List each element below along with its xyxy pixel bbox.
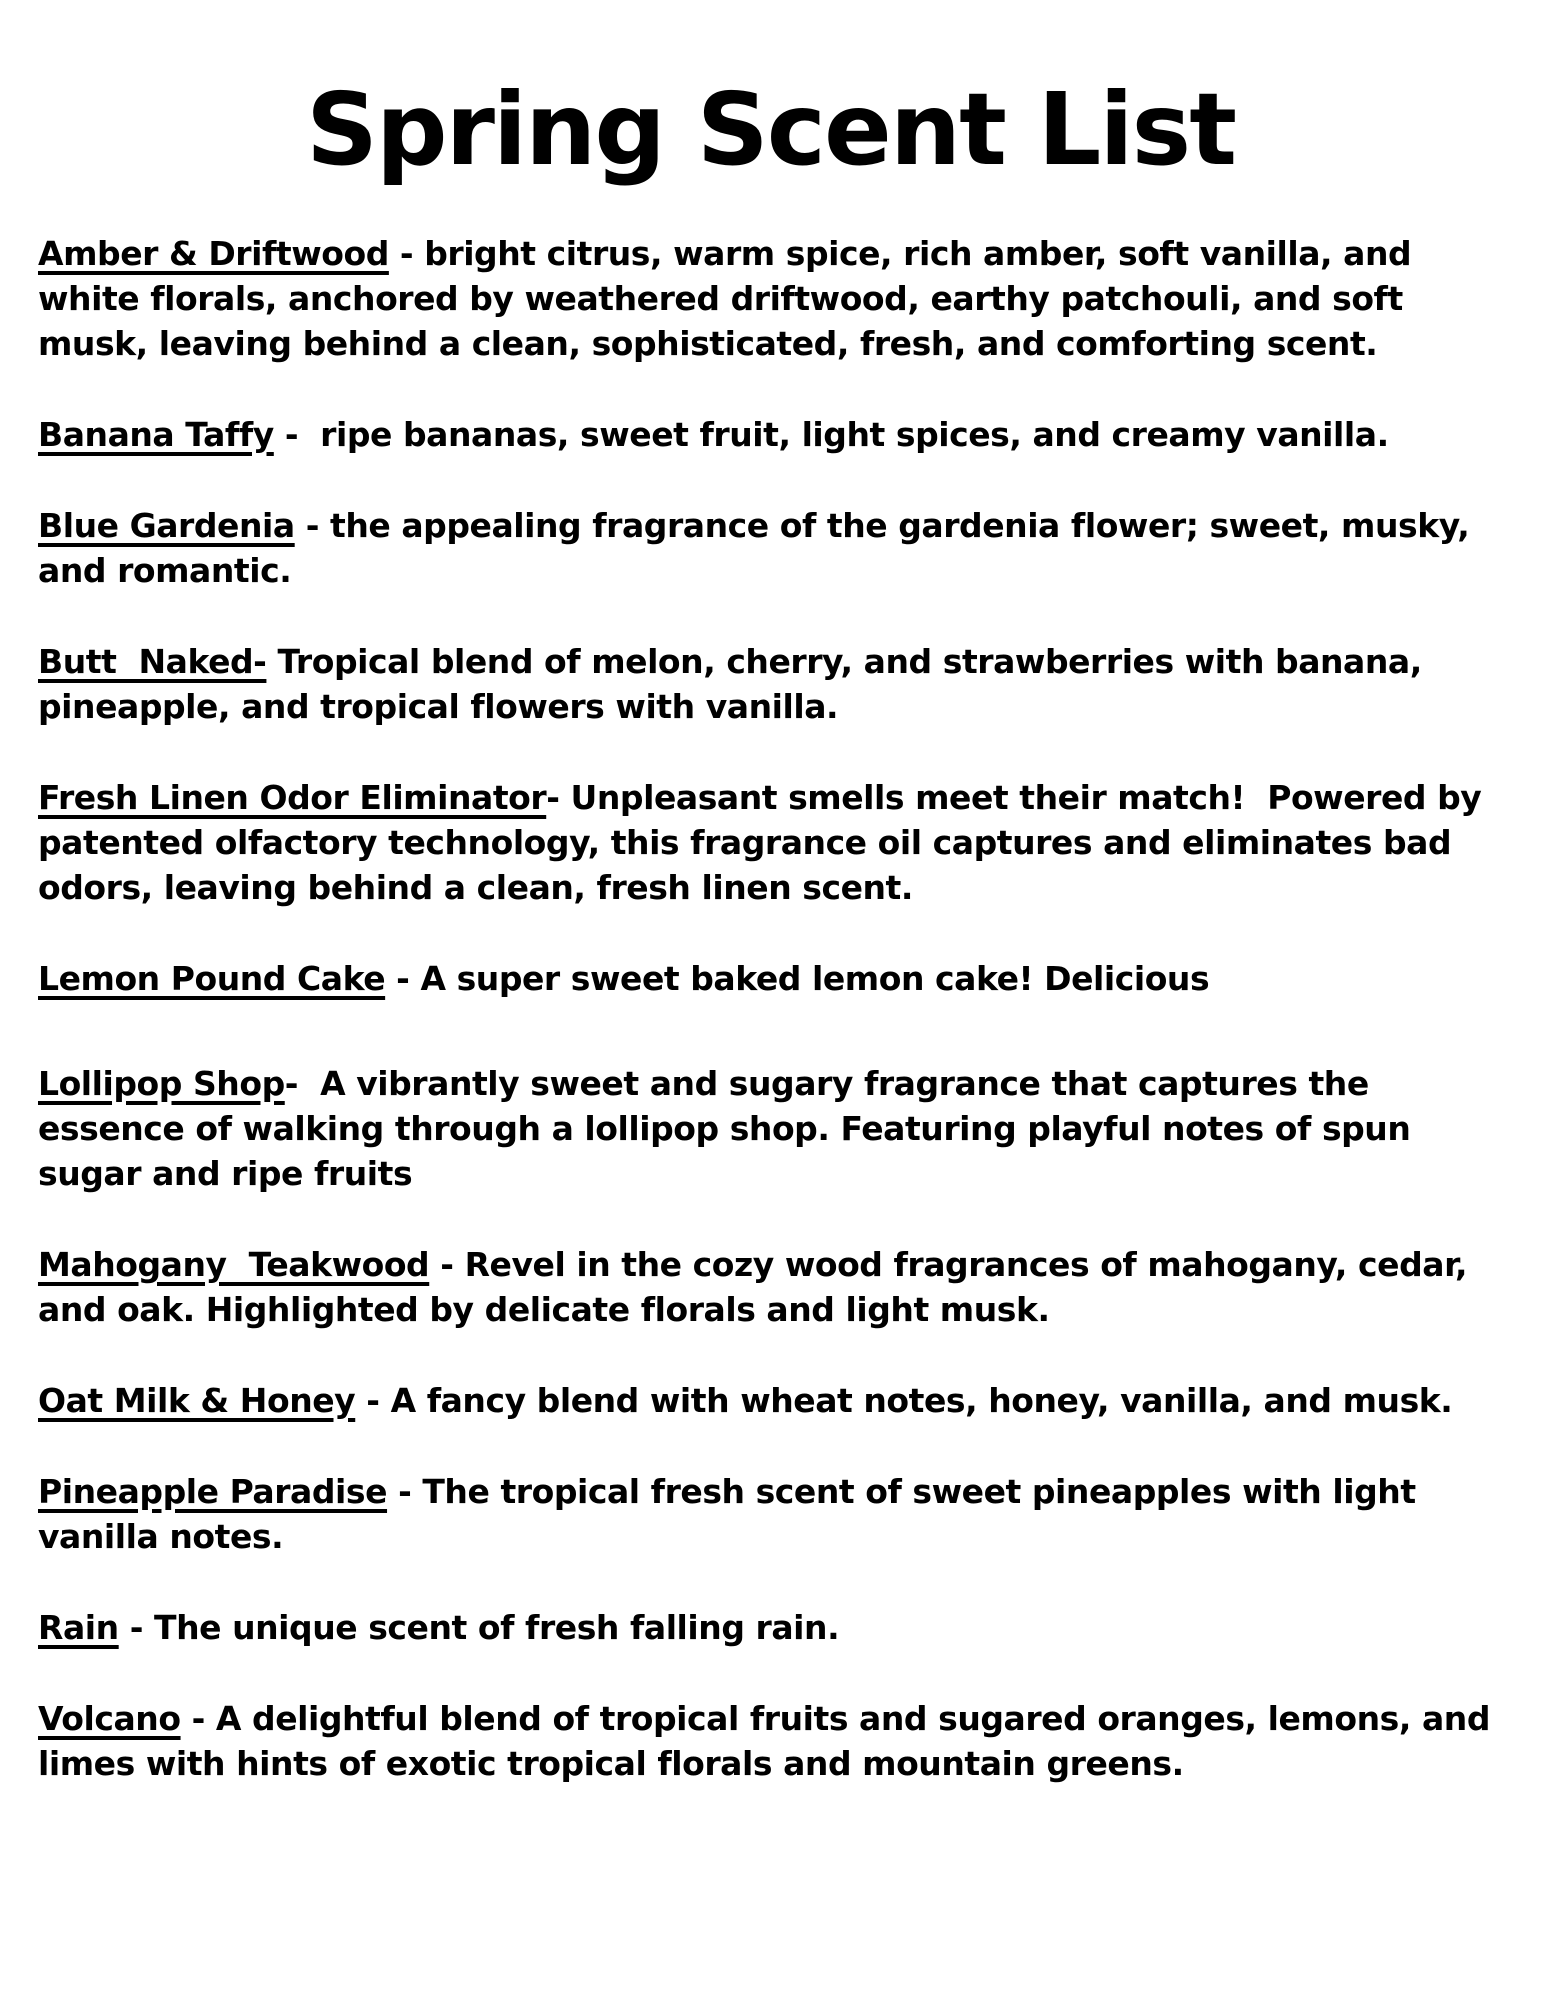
scent-description: Tropical blend of melon, cherry, and strawberries with banana, pineapple, and tropical flowers with vanilla.: [38, 642, 1433, 726]
scent-item-banana-taffy: [38, 412, 1503, 457]
scent-name: Banana Taffy: [38, 415, 274, 454]
scent-description: Unpleasant smells meet their match! Powered by patented olfactory technology, this fragrance oil captures and eliminates bad odors, leaving behind a clean, fresh linen scent.: [38, 778, 1493, 907]
scent-name: Rain: [38, 1608, 119, 1647]
scent-item-volcano: [38, 1696, 1503, 1786]
scent-description: The tropical fresh scent of sweet pineapples with light vanilla notes.: [38, 1472, 1427, 1556]
scent-description: ripe bananas, sweet fruit, light spices, and creamy vanilla.: [320, 415, 1389, 454]
scent-separator: -: [294, 506, 331, 545]
scent-item-fresh-linen-odor-eliminator: [38, 775, 1503, 910]
scent-name: Butt Naked-: [38, 642, 267, 681]
scent-separator: -: [385, 959, 421, 998]
scent-item-amber-driftwood: [38, 231, 1503, 366]
scent-description: A fancy blend with wheat notes, honey, vanilla, and musk.: [390, 1381, 1453, 1420]
scent-item-lemon-pound-cake: [38, 956, 1503, 1001]
scent-description: A vibrantly sweet and sugary fragrance that captures the essence of walking through a lollipop shop. Featuring playful notes of spun sugar and ripe fruits: [38, 1064, 1422, 1193]
scent-description: The unique scent of fresh falling rain.: [154, 1608, 840, 1647]
scent-separator: -: [273, 415, 321, 454]
scent-separator: -: [387, 1472, 423, 1511]
scent-name: Lemon Pound Cake: [38, 959, 386, 998]
scent-separator: -: [388, 234, 425, 273]
scent-description: the appealing fragrance of the gardenia flower; sweet, musky, and romantic.: [38, 506, 1481, 590]
scent-separator: -: [118, 1608, 155, 1647]
scent-name: Oat Milk & Honey: [38, 1381, 356, 1420]
scent-separator: -: [355, 1381, 391, 1420]
scent-item-mahogany-teakwood: [38, 1242, 1503, 1332]
scent-item-butt-naked: [38, 639, 1503, 729]
scent-name: Fresh Linen Odor Eliminator: [38, 778, 547, 817]
scent-name: Amber & Driftwood: [38, 234, 389, 273]
scent-name: Mahogany Teakwood: [38, 1245, 430, 1284]
scent-list: [38, 231, 1503, 1786]
scent-item-lollipop-shop: [38, 1061, 1503, 1196]
scent-item-pineapple-paradise: [38, 1469, 1503, 1559]
scent-name: Pineapple Paradise: [38, 1472, 388, 1511]
scent-description: bright citrus, warm spice, rich amber, soft vanilla, and white florals, anchored by weathered driftwood, earthy patchouli, and soft musk, leaving behind a clean, sophisticated, fresh, and comforting scent.: [38, 234, 1423, 363]
scent-separator: -: [284, 1064, 321, 1103]
scent-separator: [266, 642, 277, 681]
scent-item-rain: [38, 1605, 1503, 1650]
scent-name: Blue Gardenia: [38, 506, 295, 545]
scent-description: A delightful blend of tropical fruits and sugared oranges, lemons, and limes with hints of exotic tropical florals and mountain greens.: [38, 1699, 1502, 1783]
scent-item-oat-milk-honey: [38, 1378, 1503, 1423]
scent-name: Lollipop Shop: [38, 1064, 285, 1103]
scent-item-blue-gardenia: [38, 503, 1503, 593]
scent-description: A super sweet baked lemon cake! Delicious: [420, 959, 1210, 998]
scent-name: Volcano: [38, 1699, 181, 1738]
scent-description: Revel in the cozy wood fragrances of mahogany, cedar, and oak. Highlighted by delicate florals and light musk.: [38, 1245, 1479, 1329]
scent-separator: -: [429, 1245, 465, 1284]
page-title: Spring Scent List: [305, 71, 1236, 188]
scent-separator: -: [546, 778, 571, 817]
scent-separator: -: [180, 1699, 216, 1738]
